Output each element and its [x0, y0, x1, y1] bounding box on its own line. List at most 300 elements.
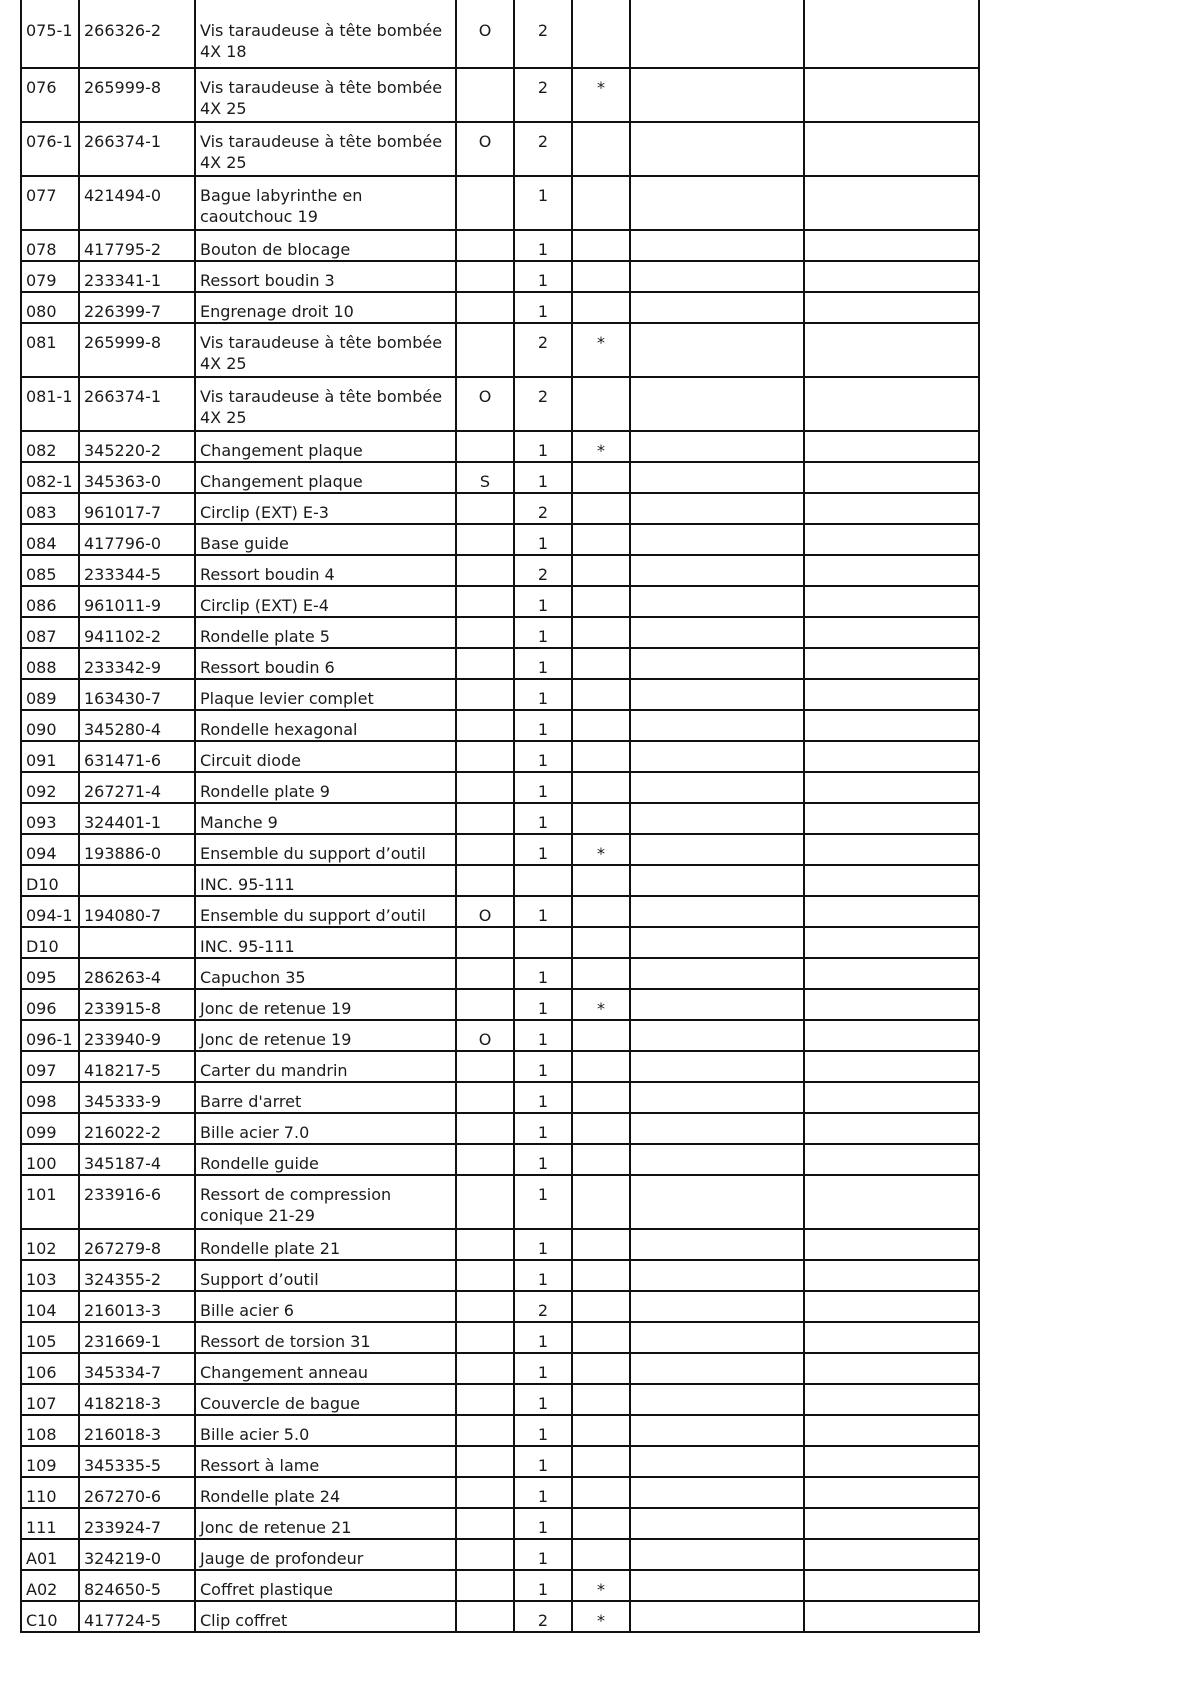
quantity-cell: 2	[514, 68, 572, 122]
mark-cell	[572, 772, 630, 803]
extra-cell-2	[804, 989, 979, 1020]
extra-cell-1	[630, 1082, 804, 1113]
part-number-cell: 824650-5	[79, 1570, 195, 1601]
note-cell: O	[456, 896, 514, 927]
part-number-cell: 216022-2	[79, 1113, 195, 1144]
table-row	[21, 524, 979, 555]
parts-table	[20, 0, 980, 1633]
part-number-cell: 421494-0	[79, 176, 195, 230]
ref-cell: 111	[21, 1508, 79, 1539]
part-number-cell: 324219-0	[79, 1539, 195, 1570]
table-row	[21, 1082, 979, 1113]
mark-cell	[572, 1539, 630, 1570]
quantity-cell: 1	[514, 958, 572, 989]
ref-cell: 079	[21, 261, 79, 292]
ref-cell: 099	[21, 1113, 79, 1144]
quantity-cell: 1	[514, 617, 572, 648]
table-row	[21, 1477, 979, 1508]
ref-cell: 092	[21, 772, 79, 803]
mark-cell: *	[572, 834, 630, 865]
extra-cell-2	[804, 927, 979, 958]
extra-cell-1	[630, 1353, 804, 1384]
part-number-cell: 417796-0	[79, 524, 195, 555]
extra-cell-2	[804, 679, 979, 710]
table-row	[21, 555, 979, 586]
extra-cell-2	[804, 586, 979, 617]
extra-cell-1	[630, 524, 804, 555]
table-row	[21, 1446, 979, 1477]
part-number-cell: 233940-9	[79, 1020, 195, 1051]
part-number-cell: 417795-2	[79, 230, 195, 261]
description-cell: Ressort boudin 4	[195, 555, 456, 586]
table-row	[21, 1384, 979, 1415]
mark-cell	[572, 1384, 630, 1415]
note-cell	[456, 1113, 514, 1144]
quantity-cell: 1	[514, 1175, 572, 1229]
ref-cell: D10	[21, 927, 79, 958]
extra-cell-2	[804, 524, 979, 555]
description-cell: Jauge de profondeur	[195, 1539, 456, 1570]
description-cell: Rondelle guide	[195, 1144, 456, 1175]
quantity-cell: 1	[514, 679, 572, 710]
description-cell: Jonc de retenue 21	[195, 1508, 456, 1539]
quantity-cell: 1	[514, 741, 572, 772]
table-row	[21, 1144, 979, 1175]
extra-cell-2	[804, 1051, 979, 1082]
ref-cell: 104	[21, 1291, 79, 1322]
description-cell: Ressort de torsion 31	[195, 1322, 456, 1353]
ref-cell: 103	[21, 1260, 79, 1291]
ref-cell: 097	[21, 1051, 79, 1082]
description-cell: Changement plaque	[195, 462, 456, 493]
mark-cell	[572, 230, 630, 261]
ref-cell: 095	[21, 958, 79, 989]
part-number-cell: 286263-4	[79, 958, 195, 989]
mark-cell	[572, 710, 630, 741]
quantity-cell: 1	[514, 834, 572, 865]
part-number-cell: 265999-8	[79, 68, 195, 122]
extra-cell-2	[804, 710, 979, 741]
part-number-cell: 231669-1	[79, 1322, 195, 1353]
part-number-cell: 324355-2	[79, 1260, 195, 1291]
extra-cell-2	[804, 1113, 979, 1144]
quantity-cell: 1	[514, 1353, 572, 1384]
extra-cell-2	[804, 1322, 979, 1353]
part-number-cell: 961017-7	[79, 493, 195, 524]
note-cell: S	[456, 462, 514, 493]
table-row	[21, 493, 979, 524]
mark-cell	[572, 1508, 630, 1539]
quantity-cell: 2	[514, 493, 572, 524]
part-number-cell: 216013-3	[79, 1291, 195, 1322]
description-cell: Ensemble du support d’outil	[195, 896, 456, 927]
description-cell: Ressort de compression conique 21-29	[195, 1175, 456, 1229]
table-row	[21, 1508, 979, 1539]
quantity-cell: 1	[514, 1446, 572, 1477]
mark-cell: *	[572, 323, 630, 377]
note-cell	[456, 1291, 514, 1322]
quantity-cell	[514, 927, 572, 958]
mark-cell	[572, 1446, 630, 1477]
part-number-cell: 345187-4	[79, 1144, 195, 1175]
extra-cell-2	[804, 261, 979, 292]
parts-table-body	[21, 0, 979, 1632]
extra-cell-1	[630, 865, 804, 896]
extra-cell-2	[804, 1415, 979, 1446]
quantity-cell: 1	[514, 648, 572, 679]
note-cell: O	[456, 377, 514, 431]
extra-cell-1	[630, 462, 804, 493]
part-number-cell: 417724-5	[79, 1601, 195, 1632]
description-cell: Ressort à lame	[195, 1446, 456, 1477]
quantity-cell: 1	[514, 1384, 572, 1415]
quantity-cell: 1	[514, 1508, 572, 1539]
ref-cell: 086	[21, 586, 79, 617]
quantity-cell: 1	[514, 1229, 572, 1260]
note-cell	[456, 1570, 514, 1601]
table-row	[21, 741, 979, 772]
extra-cell-2	[804, 1260, 979, 1291]
note-cell	[456, 1229, 514, 1260]
description-cell: Ensemble du support d’outil	[195, 834, 456, 865]
note-cell	[456, 803, 514, 834]
extra-cell-1	[630, 1322, 804, 1353]
extra-cell-1	[630, 1477, 804, 1508]
description-cell: Clip coffret	[195, 1601, 456, 1632]
extra-cell-1	[630, 648, 804, 679]
table-row	[21, 989, 979, 1020]
mark-cell	[572, 1353, 630, 1384]
mark-cell	[572, 555, 630, 586]
extra-cell-2	[804, 1539, 979, 1570]
extra-cell-2	[804, 462, 979, 493]
part-number-cell: 233915-8	[79, 989, 195, 1020]
extra-cell-1	[630, 1051, 804, 1082]
ref-cell: 094-1	[21, 896, 79, 927]
extra-cell-1	[630, 679, 804, 710]
extra-cell-2	[804, 617, 979, 648]
quantity-cell: 1	[514, 803, 572, 834]
ref-cell: 098	[21, 1082, 79, 1113]
ref-cell: 084	[21, 524, 79, 555]
extra-cell-2	[804, 431, 979, 462]
description-cell: Vis taraudeuse à tête bombée 4X 25	[195, 122, 456, 176]
extra-cell-2	[804, 1446, 979, 1477]
part-number-cell: 266374-1	[79, 122, 195, 176]
note-cell	[456, 68, 514, 122]
extra-cell-2	[804, 323, 979, 377]
table-row	[21, 1113, 979, 1144]
ref-cell: 108	[21, 1415, 79, 1446]
quantity-cell: 1	[514, 1570, 572, 1601]
extra-cell-1	[630, 431, 804, 462]
extra-cell-2	[804, 834, 979, 865]
quantity-cell: 1	[514, 1539, 572, 1570]
description-cell: Plaque levier complet	[195, 679, 456, 710]
extra-cell-1	[630, 1384, 804, 1415]
part-number-cell: 233344-5	[79, 555, 195, 586]
table-row	[21, 1229, 979, 1260]
note-cell	[456, 617, 514, 648]
ref-cell: 096-1	[21, 1020, 79, 1051]
mark-cell: *	[572, 431, 630, 462]
extra-cell-1	[630, 493, 804, 524]
table-row	[21, 1601, 979, 1632]
ref-cell: 082-1	[21, 462, 79, 493]
description-cell: Engrenage droit 10	[195, 292, 456, 323]
table-row	[21, 1415, 979, 1446]
extra-cell-1	[630, 958, 804, 989]
note-cell	[456, 927, 514, 958]
extra-cell-1	[630, 586, 804, 617]
quantity-cell: 1	[514, 261, 572, 292]
ref-cell: 081-1	[21, 377, 79, 431]
mark-cell	[572, 1322, 630, 1353]
table-row	[21, 377, 979, 431]
extra-cell-2	[804, 292, 979, 323]
description-cell: Coffret plastique	[195, 1570, 456, 1601]
part-number-cell: 345333-9	[79, 1082, 195, 1113]
ref-cell: 076-1	[21, 122, 79, 176]
note-cell	[456, 958, 514, 989]
description-cell: Support d’outil	[195, 1260, 456, 1291]
quantity-cell: 1	[514, 710, 572, 741]
table-row	[21, 865, 979, 896]
note-cell	[456, 1384, 514, 1415]
table-row	[21, 1353, 979, 1384]
extra-cell-1	[630, 261, 804, 292]
mark-cell	[572, 1051, 630, 1082]
extra-cell-1	[630, 989, 804, 1020]
ref-cell: 082	[21, 431, 79, 462]
table-row	[21, 617, 979, 648]
mark-cell	[572, 493, 630, 524]
description-cell: Bouton de blocage	[195, 230, 456, 261]
extra-cell-2	[804, 1082, 979, 1113]
ref-cell: 075-1	[21, 0, 79, 68]
ref-cell: 077	[21, 176, 79, 230]
mark-cell	[572, 377, 630, 431]
quantity-cell: 2	[514, 122, 572, 176]
note-cell	[456, 1082, 514, 1113]
note-cell	[456, 323, 514, 377]
description-cell: Circuit diode	[195, 741, 456, 772]
description-cell: Vis taraudeuse à tête bombée 4X 25	[195, 68, 456, 122]
extra-cell-1	[630, 122, 804, 176]
ref-cell: 091	[21, 741, 79, 772]
note-cell	[456, 431, 514, 462]
extra-cell-1	[630, 710, 804, 741]
note-cell	[456, 1353, 514, 1384]
part-number-cell: 345363-0	[79, 462, 195, 493]
note-cell	[456, 1446, 514, 1477]
mark-cell	[572, 1020, 630, 1051]
quantity-cell: 1	[514, 1415, 572, 1446]
part-number-cell: 233342-9	[79, 648, 195, 679]
part-number-cell: 233916-6	[79, 1175, 195, 1229]
extra-cell-2	[804, 741, 979, 772]
description-cell: Bille acier 7.0	[195, 1113, 456, 1144]
part-number-cell: 631471-6	[79, 741, 195, 772]
mark-cell	[572, 292, 630, 323]
mark-cell	[572, 0, 630, 68]
table-row	[21, 710, 979, 741]
mark-cell	[572, 1229, 630, 1260]
table-row	[21, 261, 979, 292]
table-row	[21, 927, 979, 958]
description-cell: Manche 9	[195, 803, 456, 834]
mark-cell: *	[572, 1570, 630, 1601]
ref-cell: 078	[21, 230, 79, 261]
part-number-cell	[79, 927, 195, 958]
quantity-cell: 2	[514, 1601, 572, 1632]
extra-cell-1	[630, 0, 804, 68]
mark-cell	[572, 927, 630, 958]
part-number-cell: 267279-8	[79, 1229, 195, 1260]
part-number-cell: 345334-7	[79, 1353, 195, 1384]
part-number-cell: 233924-7	[79, 1508, 195, 1539]
extra-cell-2	[804, 803, 979, 834]
table-row	[21, 230, 979, 261]
extra-cell-2	[804, 377, 979, 431]
table-row	[21, 834, 979, 865]
quantity-cell: 1	[514, 1260, 572, 1291]
ref-cell: 089	[21, 679, 79, 710]
part-number-cell: 267271-4	[79, 772, 195, 803]
extra-cell-2	[804, 1570, 979, 1601]
extra-cell-1	[630, 176, 804, 230]
part-number-cell	[79, 865, 195, 896]
note-cell	[456, 292, 514, 323]
note-cell	[456, 989, 514, 1020]
ref-cell: 106	[21, 1353, 79, 1384]
extra-cell-2	[804, 230, 979, 261]
extra-cell-2	[804, 1144, 979, 1175]
table-row	[21, 586, 979, 617]
description-cell: Ressort boudin 6	[195, 648, 456, 679]
ref-cell: 090	[21, 710, 79, 741]
extra-cell-1	[630, 1144, 804, 1175]
extra-cell-2	[804, 122, 979, 176]
extra-cell-1	[630, 1508, 804, 1539]
part-number-cell: 163430-7	[79, 679, 195, 710]
extra-cell-1	[630, 1570, 804, 1601]
mark-cell	[572, 1082, 630, 1113]
ref-cell: 080	[21, 292, 79, 323]
table-row	[21, 1260, 979, 1291]
quantity-cell: 2	[514, 1291, 572, 1322]
description-cell: Changement plaque	[195, 431, 456, 462]
part-number-cell: 961011-9	[79, 586, 195, 617]
extra-cell-1	[630, 292, 804, 323]
extra-cell-2	[804, 0, 979, 68]
extra-cell-1	[630, 617, 804, 648]
quantity-cell	[514, 865, 572, 896]
part-number-cell: 345220-2	[79, 431, 195, 462]
ref-cell: 107	[21, 1384, 79, 1415]
quantity-cell: 1	[514, 230, 572, 261]
mark-cell	[572, 1175, 630, 1229]
description-cell: Jonc de retenue 19	[195, 1020, 456, 1051]
description-cell: Barre d'arret	[195, 1082, 456, 1113]
description-cell: Carter du mandrin	[195, 1051, 456, 1082]
part-number-cell: 418217-5	[79, 1051, 195, 1082]
part-number-cell: 265999-8	[79, 323, 195, 377]
table-row	[21, 1020, 979, 1051]
quantity-cell: 1	[514, 1322, 572, 1353]
note-cell	[456, 1260, 514, 1291]
part-number-cell: 345280-4	[79, 710, 195, 741]
part-number-cell: 266374-1	[79, 377, 195, 431]
note-cell	[456, 230, 514, 261]
description-cell: Rondelle hexagonal	[195, 710, 456, 741]
description-cell: Circlip (EXT) E-3	[195, 493, 456, 524]
note-cell	[456, 865, 514, 896]
note-cell: O	[456, 1020, 514, 1051]
table-row	[21, 292, 979, 323]
part-number-cell: 216018-3	[79, 1415, 195, 1446]
part-number-cell: 941102-2	[79, 617, 195, 648]
extra-cell-2	[804, 648, 979, 679]
quantity-cell: 1	[514, 1144, 572, 1175]
note-cell	[456, 1051, 514, 1082]
description-cell: Vis taraudeuse à tête bombée 4X 25	[195, 323, 456, 377]
mark-cell	[572, 741, 630, 772]
mark-cell: *	[572, 1601, 630, 1632]
ref-cell: 102	[21, 1229, 79, 1260]
note-cell	[456, 648, 514, 679]
part-number-cell: 194080-7	[79, 896, 195, 927]
part-number-cell: 267270-6	[79, 1477, 195, 1508]
note-cell	[456, 1322, 514, 1353]
note-cell	[456, 493, 514, 524]
extra-cell-1	[630, 1291, 804, 1322]
table-row	[21, 1539, 979, 1570]
note-cell	[456, 261, 514, 292]
extra-cell-2	[804, 1353, 979, 1384]
mark-cell	[572, 679, 630, 710]
description-cell: Bague labyrinthe en caoutchouc 19	[195, 176, 456, 230]
description-cell: Base guide	[195, 524, 456, 555]
note-cell	[456, 1539, 514, 1570]
note-cell	[456, 176, 514, 230]
table-row	[21, 958, 979, 989]
description-cell: Ressort boudin 3	[195, 261, 456, 292]
table-row	[21, 1175, 979, 1229]
quantity-cell: 1	[514, 586, 572, 617]
part-number-cell: 226399-7	[79, 292, 195, 323]
quantity-cell: 2	[514, 0, 572, 68]
note-cell: O	[456, 0, 514, 68]
quantity-cell: 2	[514, 377, 572, 431]
ref-cell: 088	[21, 648, 79, 679]
quantity-cell: 1	[514, 1051, 572, 1082]
mark-cell: *	[572, 68, 630, 122]
note-cell	[456, 1415, 514, 1446]
extra-cell-1	[630, 377, 804, 431]
extra-cell-2	[804, 772, 979, 803]
note-cell: O	[456, 122, 514, 176]
table-row	[21, 122, 979, 176]
description-cell: Changement anneau	[195, 1353, 456, 1384]
ref-cell: C10	[21, 1601, 79, 1632]
extra-cell-2	[804, 1477, 979, 1508]
ref-cell: 105	[21, 1322, 79, 1353]
ref-cell: A01	[21, 1539, 79, 1570]
ref-cell: 109	[21, 1446, 79, 1477]
table-row	[21, 896, 979, 927]
note-cell	[456, 555, 514, 586]
